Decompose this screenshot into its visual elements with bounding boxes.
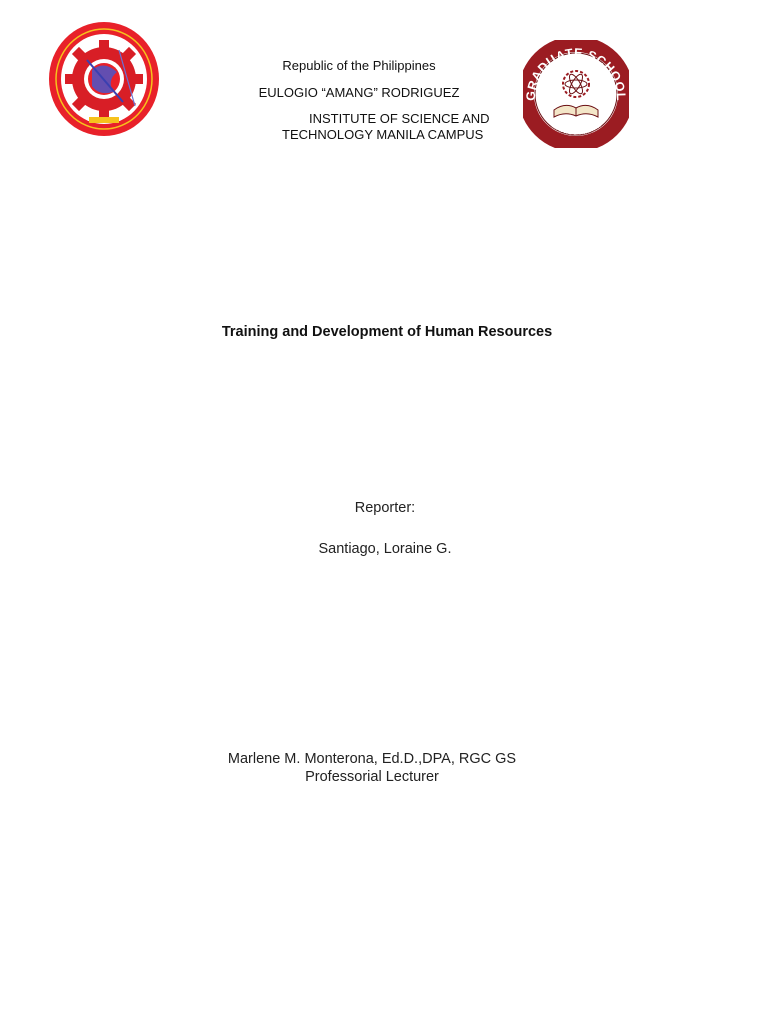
earist-seal-logo — [47, 20, 161, 138]
document-title: Training and Development of Human Resources — [221, 324, 553, 340]
header-line-institute-name: EULOGIO “AMANG” RODRIGUEZ — [258, 85, 460, 100]
lecturer-role: Professorial Lecturer — [305, 769, 439, 785]
reporter-name: Santiago, Loraine G. — [318, 541, 452, 557]
header-line-institute: INSTITUTE OF SCIENCE AND — [309, 111, 490, 126]
reporter-label: Reporter: — [354, 500, 416, 516]
earist-seal-icon — [47, 20, 161, 138]
lecturer-name: Marlene M. Monterona, Ed.D.,DPA, RGC GS — [227, 751, 517, 767]
header-line-republic: Republic of the Philippines — [282, 58, 436, 73]
graduate-school-seal-logo — [523, 40, 629, 148]
seal-ring-text: GRADUATE SCHOOL — [523, 45, 629, 102]
graduate-school-seal-icon — [523, 40, 629, 148]
header-line-campus: TECHNOLOGY MANILA CAMPUS — [282, 127, 484, 142]
seal-bottom-text: EARIST Manila — [550, 120, 602, 137]
